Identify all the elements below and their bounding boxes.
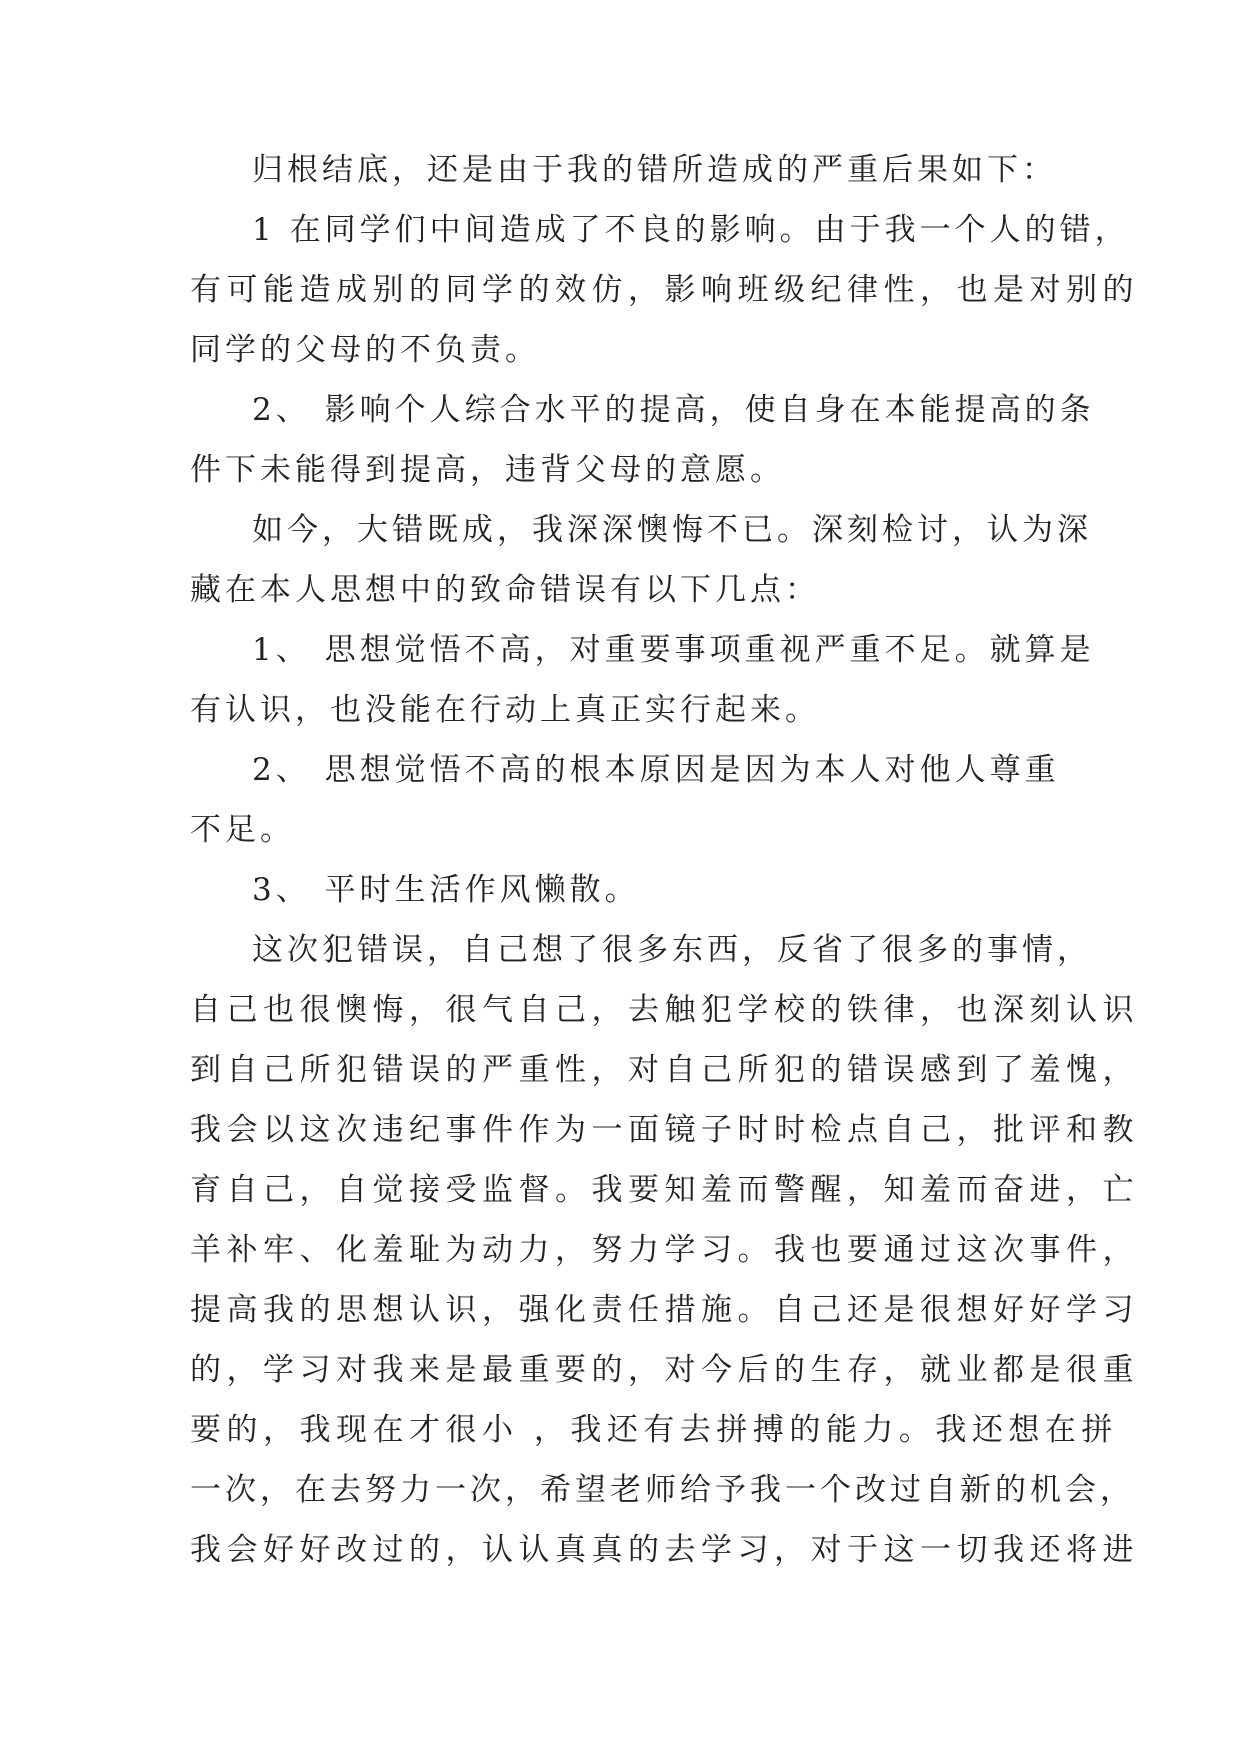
text-line-7: 如今，大错既成，我深深懊悔不已。深刻检讨，认为深: [252, 512, 1092, 548]
text-line-12: 不足。: [190, 812, 295, 848]
text-line-13: 3、 平时生活作风懒散。: [252, 872, 640, 908]
text-line-23: 一次，在去努力一次，希望老师给予我一个改过自新的机会，: [190, 1472, 1135, 1508]
text-line-16: 到自己所犯错误的严重性，对自己所犯的错误感到了羞愧，: [190, 1052, 1139, 1088]
text-line-24: 我会好好改过的，认认真真的去学习，对于这一切我还将进: [190, 1532, 1139, 1568]
text-line-2: 1 在同学们中间造成了不良的影响。由于我一个人的错，: [252, 212, 1130, 248]
text-line-14: 这次犯错误，自己想了很多东西，反省了很多的事情，: [252, 932, 1092, 968]
text-line-9: 1、 思想觉悟不高，对重要事项重视严重不足。就算是: [252, 632, 1095, 668]
text-line-11: 2、 思想觉悟不高的根本原因是因为本人对他人尊重: [252, 752, 1060, 788]
text-line-8: 藏在本人思想中的致命错误有以下几点：: [190, 572, 820, 608]
text-line-22: 要的，我现在才很小 ，我还有去拼搏的能力。我还想在拼: [190, 1412, 1118, 1448]
text-line-20: 提高我的思想认识，强化责任措施。自己还是很想好好学习: [190, 1292, 1139, 1328]
text-line-5: 2、 影响个人综合水平的提高，使自身在本能提高的条: [252, 392, 1095, 428]
text-line-1: 归根结底，还是由于我的错所造成的严重后果如下：: [252, 152, 1057, 188]
text-line-18: 育自己，自觉接受监督。我要知羞而警醒，知羞而奋进，亡: [190, 1172, 1139, 1208]
text-line-4: 同学的父母的不负责。: [190, 332, 540, 368]
text-line-3: 有可能造成别的同学的效仿，影响班级纪律性，也是对别的: [190, 272, 1139, 308]
text-line-21: 的，学习对我来是最重要的，对今后的生存，就业都是很重: [190, 1352, 1139, 1388]
text-line-17: 我会以这次违纪事件作为一面镜子时时检点自己，批评和教: [190, 1112, 1139, 1148]
text-line-6: 件下未能得到提高，违背父母的意愿。: [190, 452, 785, 488]
text-line-19: 羊补牢、化羞耻为动力，努力学习。我也要通过这次事件，: [190, 1232, 1139, 1268]
text-line-15: 自己也很懊悔，很气自己，去触犯学校的铁律，也深刻认识: [190, 992, 1139, 1028]
text-line-10: 有认识，也没能在行动上真正实行起来。: [190, 692, 820, 728]
